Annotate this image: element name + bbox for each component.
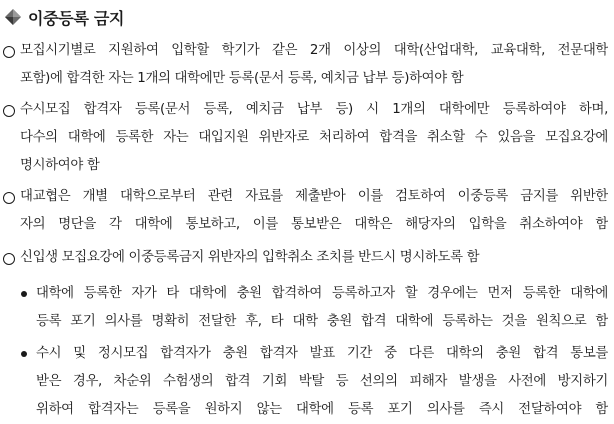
- list-item-line: 포함)에 합격한 자는 1개의 대학에만 등록(문서 등록, 예치금 납부 등)하여야 함: [20, 71, 464, 86]
- list-item-line: 명시하여야 함: [20, 158, 100, 173]
- dot-bullet-icon: [21, 291, 27, 297]
- circle-bullet-icon: [3, 105, 15, 117]
- list-item-line: 위하여 합격자는 등록을 원하지 않는 대학에 등록 포기 의사를 즉시 전달하여야 함: [36, 402, 608, 417]
- list-item-line: 등록 포기 의사를 명확히 전달한 후, 타 대학 충원 합격 대학에 등록하는 것을 원칙으로 함: [36, 314, 608, 329]
- circle-bullet-icon: [3, 192, 15, 204]
- list-item-line: 자의 명단을 각 대학에 통보하고, 이를 통보받은 대학은 해당자의 입학을 취소하여야 함: [20, 217, 608, 232]
- list-item-line: 받은 경우, 차순위 수험생의 합격 기회 박탈 등 선의의 피해자 발생을 사전에 방지하기: [36, 374, 608, 389]
- list-item-line: 다수의 대학에 등록한 자는 대입지원 위반자로 처리하여 합격을 취소할 수 있음을 모집요강에: [20, 130, 608, 145]
- circle-bullet-icon: [3, 46, 15, 58]
- list-item-line: 수시 및 정시모집 합격자가 충원 합격자 발표 기간 중 다른 대학의 충원 합격 통보를: [36, 346, 608, 361]
- list-item-line: 수시모집 합격자 등록(문서 등록, 예치금 납부 등) 시 1개의 대학에만 등록하여야 하며,: [20, 102, 608, 117]
- list-item-line: 모집시기별로 지원하여 입학할 학기가 같은 2개 이상의 대학(산업대학, 교육대학, 전문대학: [20, 43, 608, 58]
- section-heading-text: 이중등록 금지: [28, 8, 125, 28]
- list-item-line: 대교협은 개별 대학으로부터 관련 자료를 제출받아 이를 검토하여 이중등록 금지를 위반한: [20, 189, 608, 204]
- list-item-line: 대학에 등록한 자가 타 대학에 충원 합격하여 등록하고자 할 경우에는 먼저 등록한 대학에: [36, 286, 608, 301]
- diamond-bullet-icon: [4, 8, 22, 26]
- dot-bullet-icon: [21, 351, 27, 357]
- circle-bullet-icon: [3, 253, 15, 265]
- section-heading: [4, 6, 124, 28]
- list-item-line: 신입생 모집요강에 이중등록금지 위반자의 입학취소 조치를 반드시 명시하도록 함: [20, 250, 480, 265]
